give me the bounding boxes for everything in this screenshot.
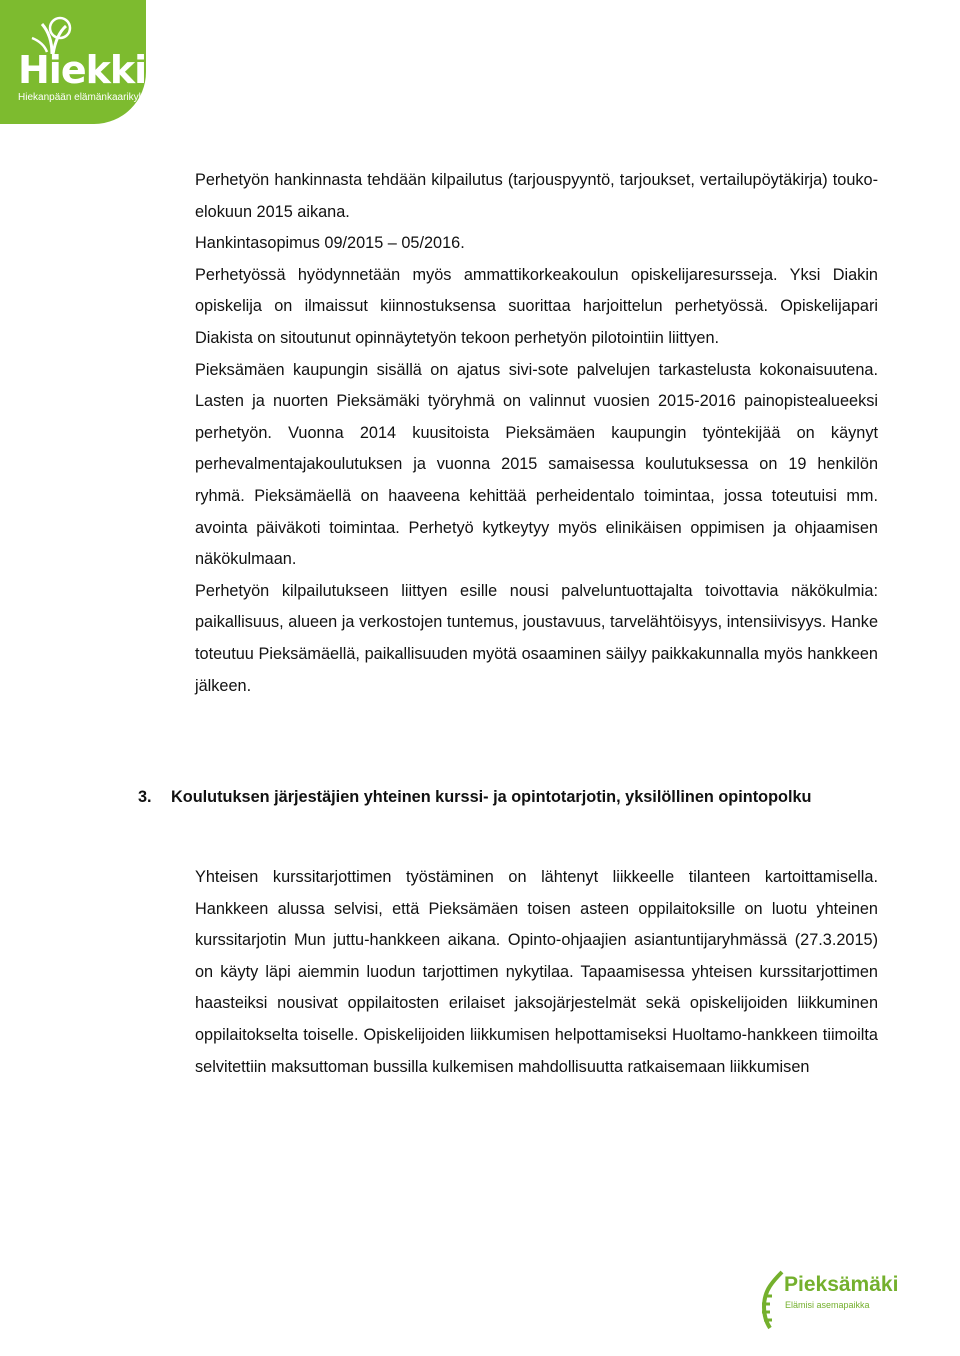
paragraph-course-tray: Yhteisen kurssitarjottimen työstäminen on lähtenyt liikkeelle tilanteen kartoittamisella. Hankkeen alussa selvisi, että Pieksämäen toisen asteen oppilaitoksille on luotu yhteinen kurssitarjotin Mun juttu-hankkeen aikana. Opinto-ohjaajien asiantuntijaryhmässä (27.3.2015) on käyty läpi aiemmin luodun tarjottimen nykytilaa. Tapaamisessa yhteisen kurssitarjottimen haasteiksi nousivat oppilaitosten erilaiset jaksojärjestelmät sekä opiskelijoiden liikkuminen oppilaitokselta toiselle. Opiskelijoiden liikkumisen helpottamiseksi Huoltamo-hankkeen tiimoilta selvitettiin maksuttoman bussilla kulkemisen mahdollisuutta ratkaisemaan liikkumisen <box>195 868 878 1076</box>
body-text-section3 <box>195 862 878 1083</box>
body-text-top <box>195 165 878 702</box>
paragraph-procurement: Perhetyön hankinnasta tehdään kilpailutus (tarjouspyyntö, tarjoukset, vertailupöytäkirja) touko-elokuun 2015 aikana. <box>195 171 878 221</box>
section-title: Koulutuksen järjestäjien yhteinen kurssi- ja opintotarjotin, yksilöllinen opintopolku <box>171 788 812 806</box>
hiekkis-logo <box>0 0 168 124</box>
footer-logo-tagline: Elämisi asemapaikka <box>785 1300 870 1310</box>
section-heading <box>138 782 878 814</box>
stairs-leaf-icon <box>756 1268 784 1330</box>
paragraph-sivi-sote: Pieksämäen kaupungin sisällä on ajatus sivi-sote palvelujen tarkastelusta kokonaisuutena. Lasten ja nuorten Pieksämäki työryhmä on valinnut vuosien 2015-2016 painopistealueeksi perhetyön. Vuonna 2014 kuusitoista Pieksämäen kaupungin työntekijää on käynyt perhevalmentajakoulutuksen ja vuonna 2015 samaisessa koulutuksessa on 19 henkilön ryhmä. Pieksämäellä on haaveena kehittää perheidentalo toimintaa, jossa toteutuisi mm. avointa päiväkoti toimintaa. Perhetyö kytkeytyy myös elinikäisen oppimisen ja ohjaamisen näkökulmaan. <box>195 360 878 569</box>
pieksamaki-logo <box>756 1268 899 1332</box>
section-number: 3. <box>138 788 152 806</box>
logo-name: Hiekkis <box>18 48 168 92</box>
logo-tagline: Hiekanpään elämänkaarikylä <box>18 92 147 103</box>
footer-logo-name: Pieksämäki <box>784 1273 899 1296</box>
paragraph-competition: Perhetyön kilpailutukseen liittyen esille nousi palveluntuottajalta toivottavia näkökulmia: paikallisuus, alueen ja verkostojen tuntemus, joustavuus, tarvelähtöisyys, intensiivisyys. Hanke toteutuu Pieksämäellä, paikallisuuden myötä osaaminen säilyy paikkakunnalla myös hankkeen jälkeen. <box>195 581 878 695</box>
paragraph-contract: Hankintasopimus 09/2015 – 05/2016. <box>195 234 465 253</box>
paragraph-students: Perhetyössä hyödynnetään myös ammattikorkeakoulun opiskelijaresursseja. Yksi Diakin opiskelija on ilmaissut kiinnostuksensa suorittaa harjoittelun perhetyössä. Opiskelijapari Diakista on sitoutunut opinnäytetyön tekoon perhetyön pilotointiin liittyen. <box>195 265 878 347</box>
